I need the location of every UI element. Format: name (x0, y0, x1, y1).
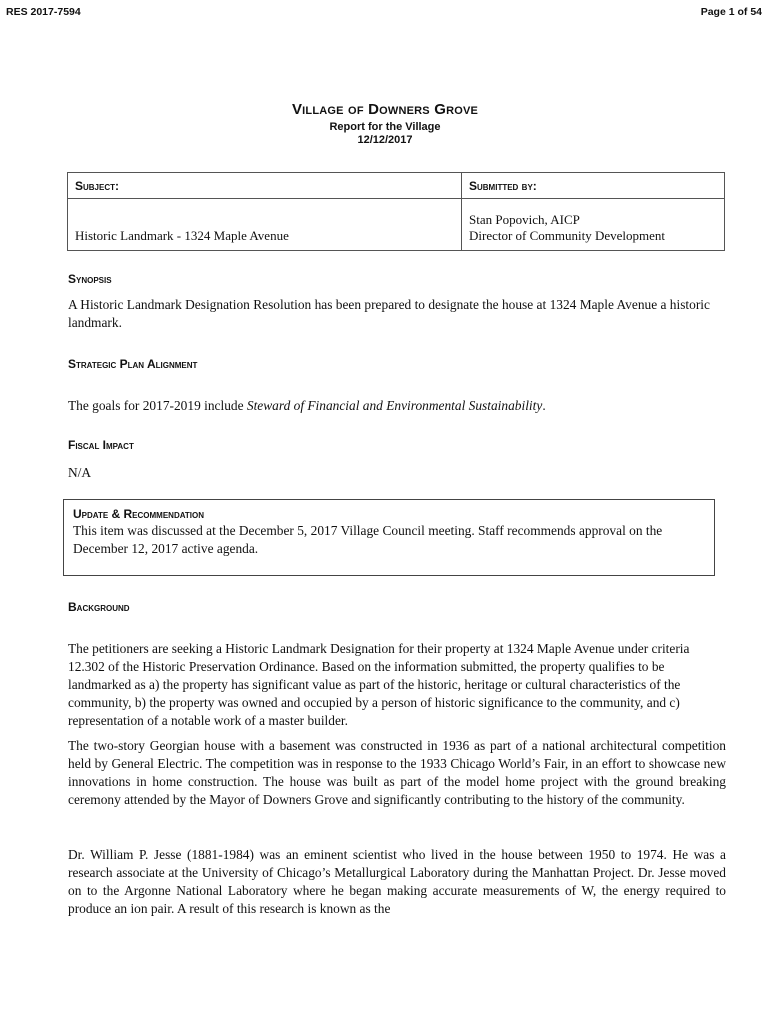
synopsis-heading: Synopsis (68, 272, 112, 286)
document-id: RES 2017-7594 (6, 6, 81, 18)
background-paragraph-3: Dr. William P. Jesse (1881-1984) was an eminent scientist who lived in the house between 1950 to 1974. He was a research associate at the University of Chicago’s Metallurgical Laboratory during the Manhattan Project. Dr. Jesse moved on to the Argonne National Laboratory where he began making accurate measurements of W, the energy required to produce an ion pair. A result of this research is known as the (68, 847, 726, 916)
report-date: 12/12/2017 (357, 134, 413, 146)
update-text: This item was discussed at the December 5, 2017 Village Council meeting. Staff recommends approval on the December 12, 2017 active agenda. (73, 523, 663, 556)
synopsis-text: A Historic Landmark Designation Resolution has been prepared to designate the house at 1324 Maple Avenue a historic landmark. (68, 297, 710, 330)
background-paragraph-2: The two-story Georgian house with a basement was constructed in 1936 as part of a national architectural competition held by General Electric. The competition was in response to the 1933 Chicago World’s Fair, in an effort to showcase new innovations in home construction. The house was built as part of the model home project with the ground breaking ceremony attended by the Mayor of Downers Grove and significantly contributing to the history of the community. (68, 738, 726, 807)
subject-label: Subject: (68, 173, 462, 199)
subject-value: Historic Landmark - 1324 Maple Avenue (68, 199, 462, 251)
background-paragraph-1: The petitioners are seeking a Historic Landmark Designation for their property at 1324 Maple Avenue under criteria 12.302 of the Historic Preservation Ordinance. Based on the information submitted, the property qualifies to be landmarked as a) the property has significant value as part of the historic, heritage or cultural characteristics of the community, b) the property was owned and occupied by a person of historic significance to the community, and c) representation of a notable work of a master builder. (68, 641, 690, 728)
info-table (67, 172, 725, 251)
update-box (63, 499, 715, 576)
submitted-by-label: Submitted by: (462, 173, 725, 199)
submitter-name: Stan Popovich, AICP (469, 212, 580, 227)
submitter-title: Director of Community Development (469, 228, 666, 243)
update-heading: Update & Recommendation (73, 507, 205, 521)
strategic-text-lead: The goals for 2017-2019 include (68, 398, 247, 413)
strategic-heading: Strategic Plan Alignment (68, 357, 198, 371)
report-title: Village of Downers Grove (291, 101, 479, 118)
strategic-goal-name: Steward of Financial and Environmental Sustainability (246, 398, 543, 413)
title-block (0, 101, 770, 146)
strategic-text-end: . (542, 398, 546, 413)
strategic-text (68, 397, 726, 415)
submitter-cell (462, 199, 725, 251)
background-heading: Background (68, 600, 130, 614)
page-number: Page 1 of 54 (700, 6, 762, 18)
fiscal-text: N/A (68, 465, 92, 480)
fiscal-heading: Fiscal Impact (68, 438, 134, 452)
report-subtitle: Report for the Village (329, 121, 441, 133)
